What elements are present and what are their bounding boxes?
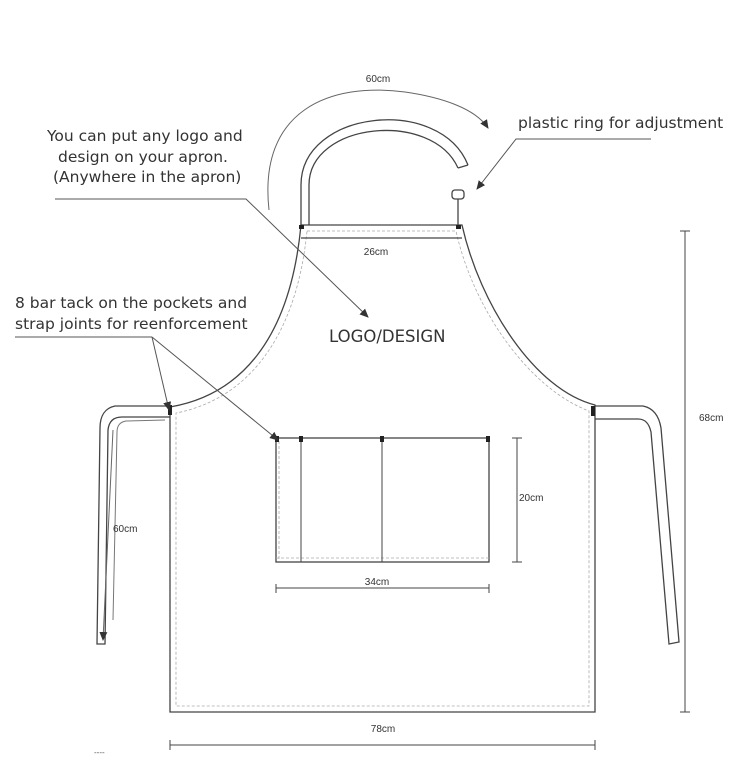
- bar-tacks-pocket: [275, 436, 490, 442]
- bib-top-width-dimension: 26cm: [363, 247, 389, 258]
- neck-strap: [301, 120, 468, 225]
- bartack-callout-line2: strap joints for reenforcement: [15, 315, 248, 333]
- neck-strap-dimension: 60cm: [365, 74, 391, 85]
- logo-callout-line2: design on your apron.: [58, 148, 228, 166]
- pocket-height-dimension: 20cm: [519, 493, 544, 504]
- bar-tack-right-tie: [591, 406, 595, 416]
- corner-mark: ----: [94, 748, 105, 757]
- plastic-ring: [452, 190, 464, 225]
- bartack-callout-line1: 8 bar tack on the pockets and: [15, 294, 248, 312]
- bartack-leader-to-tie: [152, 337, 169, 410]
- ring-callout: plastic ring for adjustment: [518, 114, 724, 132]
- pocket-width-dimension: 34cm: [364, 577, 390, 588]
- logo-design-label: LOGO/DESIGN: [329, 327, 446, 346]
- pocket: [276, 438, 489, 562]
- total-length-dimension: 68cm: [699, 413, 724, 424]
- bottom-width-dimension: 78cm: [370, 724, 396, 735]
- waist-tie-dimension: 60cm: [113, 524, 138, 535]
- total-length-measure: [680, 231, 690, 712]
- ring-callout-leader: [477, 139, 651, 189]
- logo-callout-line3: (Anywhere in the apron): [53, 168, 242, 186]
- bottom-width-measure: [170, 740, 595, 750]
- logo-callout-line1: You can put any logo and: [47, 127, 243, 145]
- right-waist-tie: [595, 406, 679, 644]
